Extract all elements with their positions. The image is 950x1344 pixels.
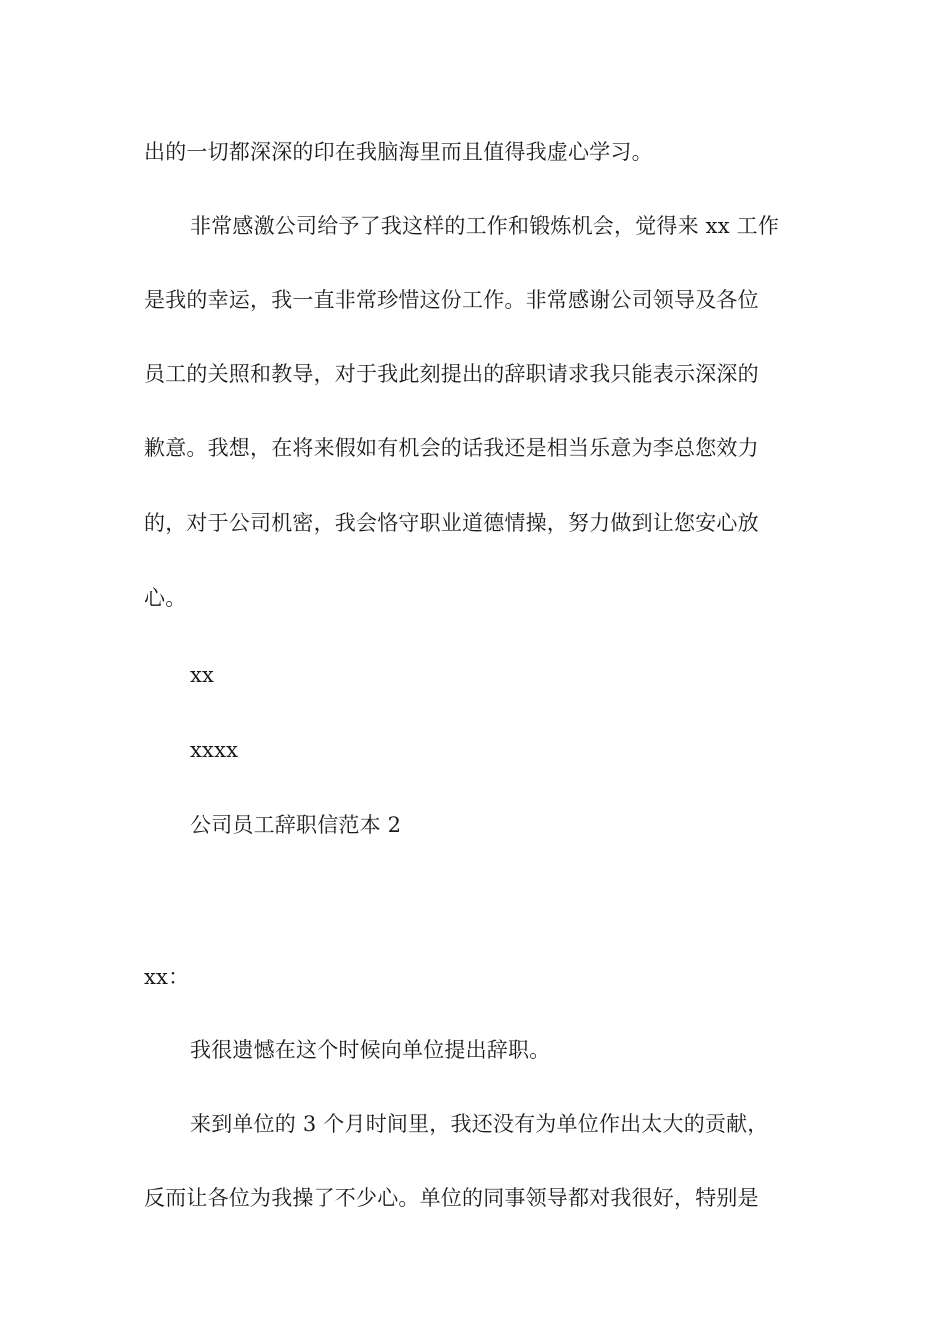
paragraph-line: 是我的幸运，我一直非常珍惜这份工作。非常感谢公司领导及各位 bbox=[144, 288, 759, 312]
paragraph-line: 员工的关照和教导，对于我此刻提出的辞职请求我只能表示深深的 bbox=[144, 362, 759, 386]
paragraph-line: 心。 bbox=[144, 586, 187, 610]
paragraph-line: 歉意。我想，在将来假如有机会的话我还是相当乐意为李总您效力 bbox=[144, 436, 759, 460]
paragraph-line: 反而让各位为我操了不少心。单位的同事领导都对我很好，特别是 bbox=[144, 1186, 759, 1210]
section-title: 公司员工辞职信范本 2 bbox=[190, 813, 402, 837]
paragraph-line: 出的一切都深深的印在我脑海里而且值得我虚心学习。 bbox=[144, 140, 653, 164]
paragraph-line: 非常感激公司给予了我这样的工作和锻炼机会，觉得来 xx 工作 bbox=[190, 214, 780, 238]
signature-name: xx bbox=[190, 663, 215, 687]
paragraph-line: 的，对于公司机密，我会恪守职业道德情操，努力做到让您安心放 bbox=[144, 511, 759, 535]
paragraph-line: 我很遗憾在这个时候向单位提出辞职。 bbox=[190, 1038, 551, 1062]
signature-date: xxxx bbox=[190, 738, 239, 762]
paragraph-line: 来到单位的 3 个月时间里，我还没有为单位作出太大的贡献， bbox=[190, 1112, 769, 1136]
salutation: xx： bbox=[144, 965, 190, 989]
